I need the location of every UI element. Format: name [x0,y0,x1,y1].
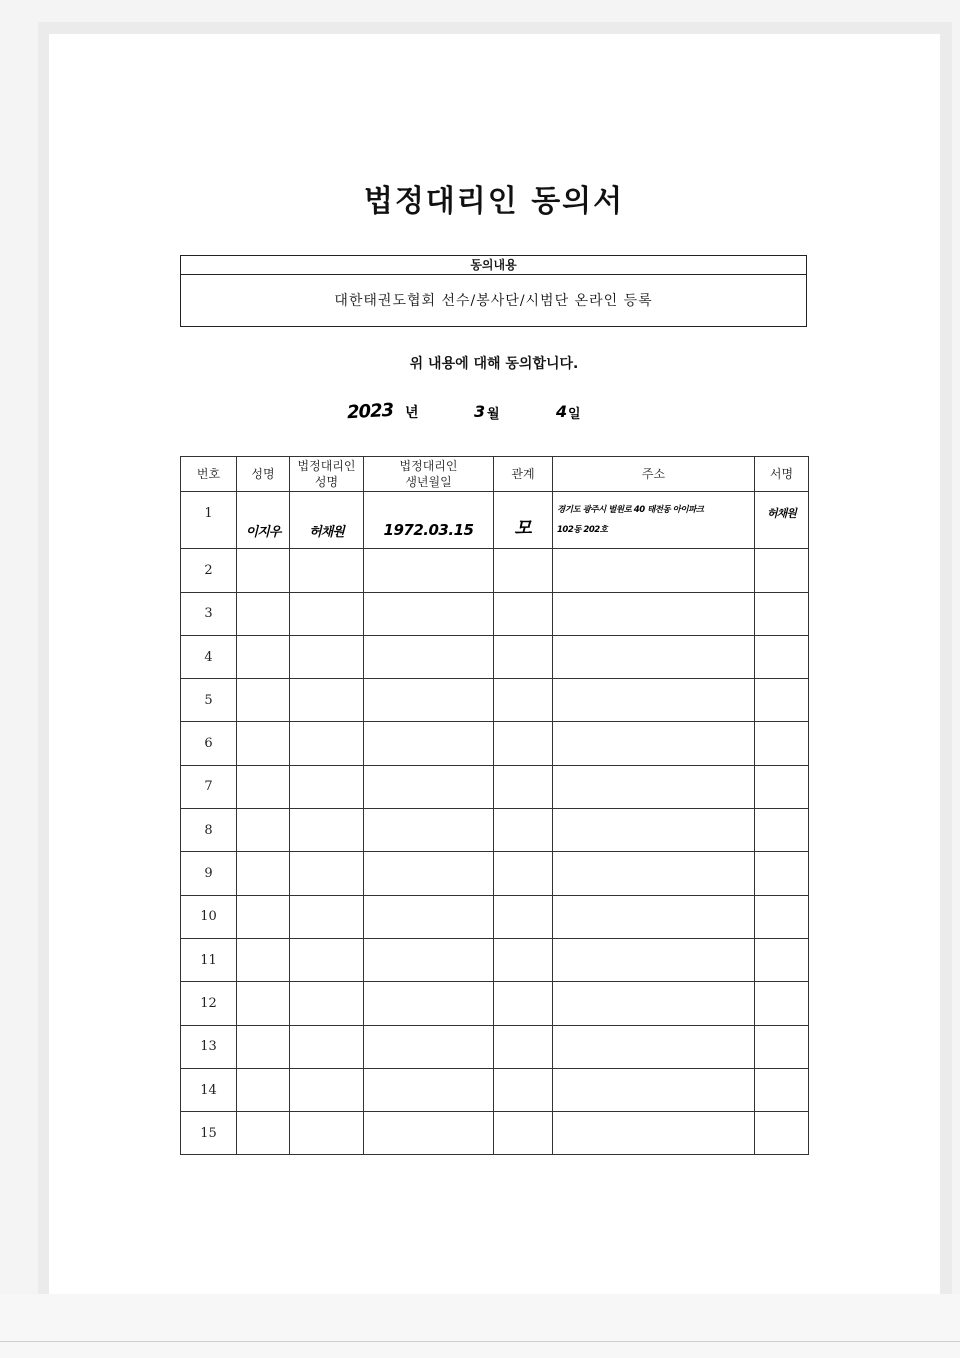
row-number: 2 [181,549,237,592]
row-address-cell [553,765,755,808]
row-guardian-name-cell [290,1068,364,1111]
row-number: 13 [181,1025,237,1068]
row-signature-cell [755,549,809,592]
row-name-cell [237,809,290,852]
row-signature-cell [755,492,809,549]
header-guardian-birth-line1: 법정대리인 [399,459,458,473]
row-relation-cell [494,895,553,938]
row-guardian-name-cell [290,549,364,592]
row-signature-cell [755,722,809,765]
row-number: 12 [181,982,237,1025]
row-name-cell [237,1068,290,1111]
row-signature-cell [755,809,809,852]
row-relation-cell [494,938,553,981]
row-guardian-name-cell [290,722,364,765]
row-address-cell [553,1112,755,1155]
row-relation: 모 [514,518,532,540]
row-signature: 허채원 [767,507,796,521]
row-guardian-name-cell [290,1025,364,1068]
header-guardian-name [290,457,364,492]
date-day: 4 [556,402,568,421]
row-guardian-birth-cell [364,852,494,895]
row-number: 1 [181,492,237,549]
table-row [181,809,809,852]
row-name-cell [237,895,290,938]
row-number: 4 [181,635,237,678]
date-year: 2023 [346,399,394,424]
row-signature-cell [755,1025,809,1068]
row-guardian-name-cell [290,592,364,635]
row-guardian-birth-cell [364,1112,494,1155]
date-month: 3 [474,402,486,421]
row-guardian-birth-cell [364,809,494,852]
date-month-label: 월 [487,407,500,422]
row-guardian-name-cell [290,809,364,852]
date-day-label: 일 [568,407,581,422]
row-name-cell [237,765,290,808]
row-signature-cell [755,982,809,1025]
row-address-cell [553,635,755,678]
row-name-cell [237,592,290,635]
row-address-cell [553,982,755,1025]
row-number: 11 [181,938,237,981]
table-row [181,982,809,1025]
row-name-cell [237,549,290,592]
row-name-cell [237,492,290,549]
row-relation-cell [494,635,553,678]
row-address-cell [553,722,755,765]
row-guardian-birth-cell [364,722,494,765]
header-relation: 관계 [494,457,553,492]
row-address-cell [553,549,755,592]
table-row [181,1068,809,1111]
row-address-cell [553,1025,755,1068]
table-row [181,938,809,981]
row-relation-cell [494,592,553,635]
header-signature: 서명 [755,457,809,492]
row-relation-cell [494,765,553,808]
row-name-cell [237,938,290,981]
row-number: 6 [181,722,237,765]
row-number: 10 [181,895,237,938]
header-address: 주소 [553,457,755,492]
row-address-cell [553,809,755,852]
row-guardian-name-cell [290,492,364,549]
row-guardian-birth-cell [364,895,494,938]
table-row [181,635,809,678]
row-name-cell [237,679,290,722]
row-guardian-birth-cell [364,679,494,722]
header-guardian-birth-line2: 생년월일 [405,475,452,489]
table-row [181,1112,809,1155]
row-relation-cell [494,809,553,852]
header-guardian-name-line2: 성명 [314,475,339,489]
row-number: 7 [181,765,237,808]
row-signature-cell [755,592,809,635]
row-guardian-name-cell [290,938,364,981]
row-guardian-birth-cell [364,635,494,678]
date-year-label: 년 [405,405,419,421]
table-row [181,679,809,722]
table-row [181,1025,809,1068]
document-title: 법정대리인 동의서 [363,184,625,219]
row-name-cell [237,982,290,1025]
header-number: 번호 [181,457,237,492]
row-relation-cell [494,492,553,549]
row-guardian-birth: 1972.03.15 [383,521,474,540]
table-row [181,852,809,895]
consent-box [180,255,807,327]
row-guardian-birth-cell [364,982,494,1025]
row-name-cell [237,635,290,678]
row-relation-cell [494,1112,553,1155]
row-signature-cell [755,635,809,678]
row-guardian-birth-cell [364,549,494,592]
row-address-line1: 경기도 광주시 벌원로 40 태전동 아이파크 [557,505,704,516]
row-name: 이지우 [245,524,281,540]
row-signature-cell [755,765,809,808]
table-row [181,549,809,592]
consent-content: 대한태권도협회 선수/봉사단/시범단 온라인 등록 [334,293,653,309]
date-line [0,396,960,436]
row-relation-cell [494,982,553,1025]
row-relation-cell [494,722,553,765]
row-address-cell [553,1068,755,1111]
row-signature-cell [755,895,809,938]
row-address-cell [553,852,755,895]
row-name-cell [237,722,290,765]
row-signature-cell [755,679,809,722]
agreement-statement: 위 내용에 대해 동의합니다. [409,356,579,372]
row-signature-cell [755,1068,809,1111]
row-guardian-name-cell [290,1112,364,1155]
table-row [181,722,809,765]
row-guardian-name-cell [290,895,364,938]
row-number: 15 [181,1112,237,1155]
row-signature-cell [755,852,809,895]
header-name: 성명 [237,457,290,492]
row-number: 3 [181,592,237,635]
row-guardian-name-cell [290,982,364,1025]
row-number: 5 [181,679,237,722]
row-name-cell [237,1025,290,1068]
table-row [181,765,809,808]
row-address-line2: 102동 202호 [557,525,608,536]
row-guardian-birth-cell [364,592,494,635]
row-guardian-birth-cell [364,938,494,981]
bottom-divider [0,1341,960,1342]
row-guardian-name: 허채원 [309,524,344,540]
table-row [181,895,809,938]
table-row [181,592,809,635]
table-row [181,492,809,549]
row-name-cell [237,852,290,895]
consent-header: 동의내용 [181,256,806,275]
table-header-row [181,457,809,492]
guardian-roster-table [180,456,809,1155]
row-guardian-name-cell [290,679,364,722]
row-address-cell [553,895,755,938]
header-guardian-name-line1: 법정대리인 [297,459,356,473]
row-guardian-birth-cell [364,765,494,808]
row-guardian-name-cell [290,852,364,895]
row-signature-cell [755,938,809,981]
row-address-cell [553,679,755,722]
row-guardian-name-cell [290,635,364,678]
row-guardian-name-cell [290,765,364,808]
row-relation-cell [494,852,553,895]
row-relation-cell [494,1068,553,1111]
row-number: 9 [181,852,237,895]
row-guardian-birth-cell [364,1068,494,1111]
bottom-margin [0,1294,960,1358]
row-address-cell [553,938,755,981]
row-guardian-birth-cell [364,492,494,549]
row-address-cell [553,592,755,635]
row-address-cell [553,492,755,549]
row-relation-cell [494,679,553,722]
row-signature-cell [755,1112,809,1155]
row-relation-cell [494,549,553,592]
row-number: 14 [181,1068,237,1111]
row-guardian-birth-cell [364,1025,494,1068]
row-name-cell [237,1112,290,1155]
row-number: 8 [181,809,237,852]
row-relation-cell [494,1025,553,1068]
header-guardian-birth [364,457,494,492]
